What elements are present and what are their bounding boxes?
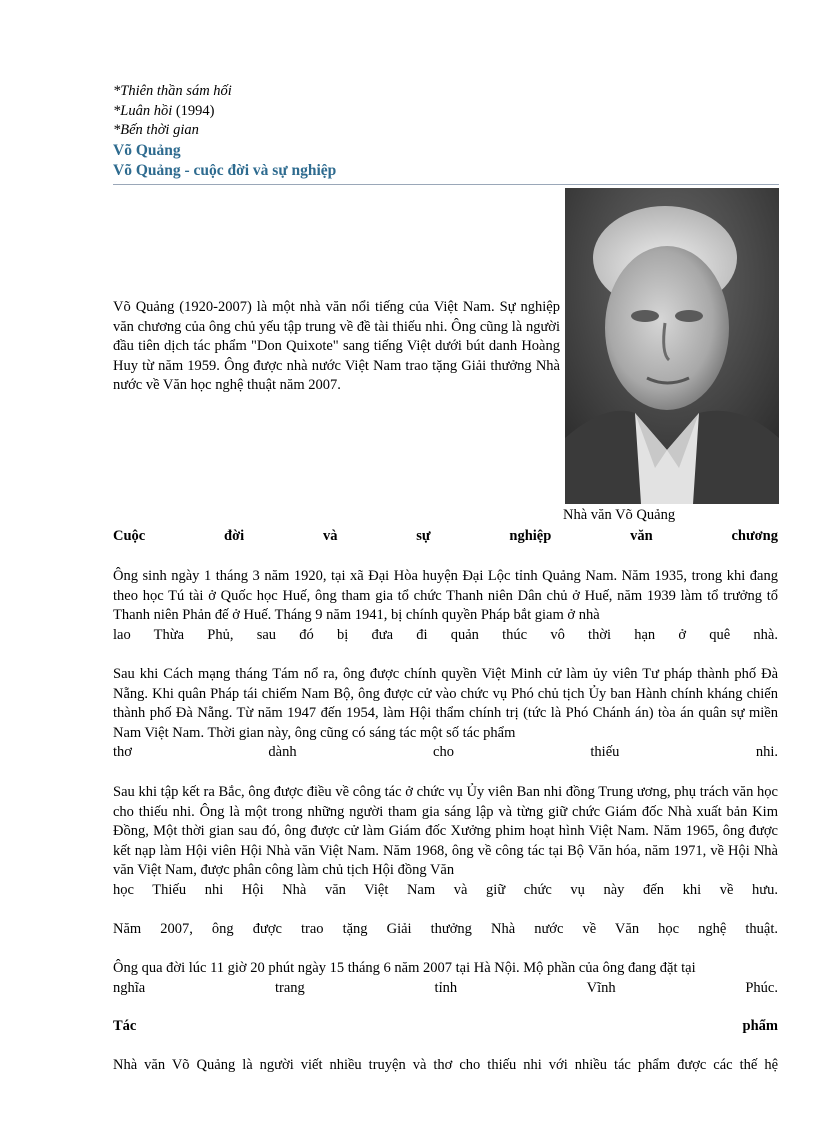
work-title: *Luân hồi — [113, 102, 173, 119]
author-photo — [565, 188, 779, 504]
paragraph — [113, 959, 778, 998]
section-title-text: Cuộc đời và sự nghiệp văn chương — [113, 528, 778, 544]
divider — [113, 184, 779, 185]
work-item — [113, 102, 778, 122]
paragraph-text: Ông qua đời lúc 11 giờ 20 phút ngày 15 tháng 6 năm 2007 tại Hà Nội. Mộ phần của ông đang đặt tại — [113, 960, 696, 976]
portrait-illustration — [565, 188, 779, 504]
paragraph — [113, 567, 778, 645]
work-year: (1994) — [172, 102, 215, 119]
paragraph-last-line: học Thiếu nhi Hội Nhà văn Việt Nam và giữ chức vụ này đến khi về hưu. — [113, 881, 778, 898]
section-title — [113, 1017, 778, 1037]
paragraph — [113, 1056, 778, 1076]
photo-caption: Nhà văn Võ Quảng — [563, 507, 676, 523]
name-heading[interactable]: Võ Quảng — [113, 141, 181, 159]
intro-paragraph: Võ Quảng (1920-2007) là một nhà văn nổi tiếng của Việt Nam. Sự nghiệp văn chương của ông chủ yếu tập trung về đề tài thiếu nhi. Ông cũng là người đầu tiên dịch tác phẩm "Don Quixote" sang tiếng Việt dưới bút danh Hoàng Huy từ năm 1959. Ông được nhà nước Việt Nam trao tặng Giải thưởng Nhà nước về Văn học nghệ thuật năm 2007. — [113, 299, 560, 393]
paragraph-last-line: nghĩa trang tỉnh Vĩnh Phúc. — [113, 979, 778, 996]
paragraph-last-line: thơ dành cho thiếu nhi. — [113, 744, 778, 760]
paragraph-last-line: lao Thừa Phủ, sau đó bị đưa đi quản thúc vô thời hạn ở quê nhà. — [113, 626, 778, 643]
paragraph-text: Nhà văn Võ Quảng là người viết nhiều truyện và thơ cho thiếu nhi với nhiều tác phẩm được các thế hệ — [113, 1057, 778, 1073]
paragraph-text: Năm 2007, ông được trao tặng Giải thưởng Nhà nước về Văn học nghệ thuật. — [113, 921, 778, 937]
subtitle-heading[interactable]: Võ Quảng - cuộc đời và sự nghiệp — [113, 161, 337, 179]
paragraph — [113, 920, 778, 940]
paragraph — [113, 783, 778, 900]
paragraph-text: Ông sinh ngày 1 tháng 3 năm 1920, tại xã Đại Hòa huyện Đại Lộc tỉnh Quảng Nam. Năm 1935, trong khi đang theo học Tú tài ở Quốc học Huế, ông tham gia tổ chức Thanh niên Dân chủ ở Huế, năm 1939 làm tổ trưởng tổ Thanh niên Phản đế ở Huế. Tháng 9 năm 1941, bị chính quyền Pháp bắt giam ở nhà — [113, 568, 778, 623]
paragraph — [113, 665, 778, 763]
work-item: *Thiên thần sám hối — [113, 83, 232, 99]
section-title-text: Tác phẩm — [113, 1018, 778, 1034]
works-list — [113, 82, 778, 181]
paragraph-text: Sau khi Cách mạng tháng Tám nổ ra, ông được chính quyền Việt Minh cử làm ủy viên Tư pháp thành phố Đà Nẵng. Khi quân Pháp tái chiếm Nam Bộ, ông được cử vào chức vụ Phó chủ tịch Ủy ban Hành chính kháng chiến thành phố Đà Nẵng. Từ năm 1947 đến 1954, làm Hội thẩm chính trị (tức là Phó Chánh án) tòa án quân sự miền Nam Việt Nam. Thời gian này, ông cũng có sáng tác một số tác phẩm — [113, 666, 778, 741]
paragraph-text: Sau khi tập kết ra Bắc, ông được điều về công tác ở chức vụ Ủy viên Ban nhi đồng Trung ương, phụ trách văn học cho thiếu nhi. Ông là một trong những người tham gia sáng lập và từng giữ chức Giám đốc Nhà xuất bản Kim Đồng, Một thời gian sau đó, ông được cử làm Giám đốc Xưởng phim hoạt hình Việt Nam. Năm 1965, ông được kết nạp làm Hội viên Hội Nhà văn Việt Nam. Năm 1968, ông về công tác tại Bộ Văn hóa, năm 1971, về Hội Nhà văn Việt Nam, được phân công làm chủ tịch Hội đồng Văn — [113, 784, 778, 878]
work-item: *Bến thời gian — [113, 122, 199, 138]
section-title — [113, 527, 778, 547]
